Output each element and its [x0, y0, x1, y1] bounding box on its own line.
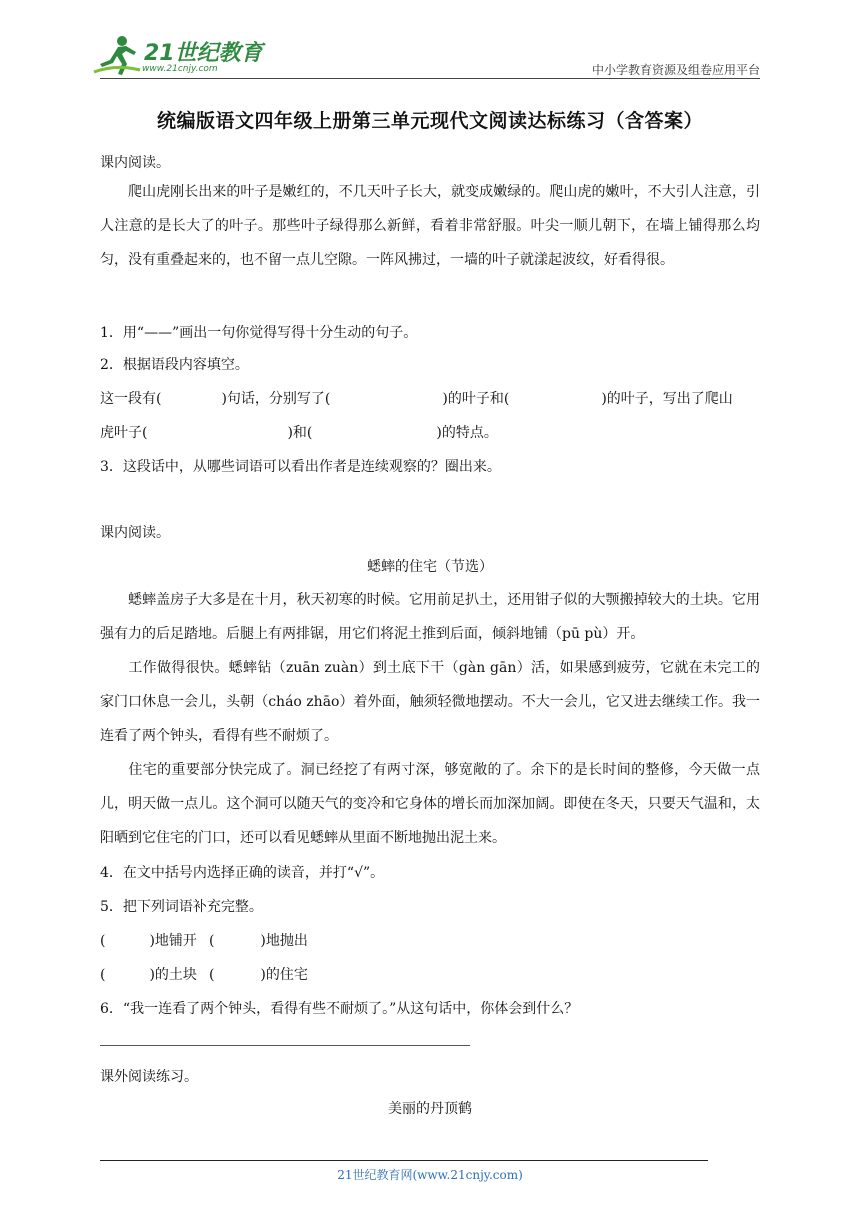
q5-a1: ( [100, 933, 106, 949]
section2-paragraph-1-text: 蟋蟀盖房子大多是在十月，秋天初寒的时候。它用前足扒土，还用钳子似的大颚搬掉较大的土块。它用强有力的后足踏地。后腿上有两排锯，用它们将泥土推到后面，倾斜地铺（pū pù）开。 [100, 592, 760, 642]
footer-text[interactable]: 21世纪教育网(www.21cnjy.com) [337, 1168, 523, 1182]
question-6: 6．“我一连看了两个钟头，看得有些不耐烦了。”从这句话中，你体会到什么？ [100, 1001, 579, 1017]
q2-line1-part-d: )的叶子，写出了爬山 [601, 391, 733, 407]
section2-paragraph-3-text: 住宅的重要部分快完成了。洞已经挖了有两寸深，够宽敞的了。余下的是长时间的整修，今天做一点儿，明天做一点儿。这个洞可以随天气的变冷和它身体的增长而加深加阔。即使在冬天，只要天气温和，太阳晒到它住宅的门口，还可以看见蟋蟀从里面不断地抛出泥土来。 [100, 762, 760, 846]
section2-paragraph-2 [100, 651, 760, 753]
q2-line2-part-c: )的特点。 [436, 425, 498, 441]
question-2-line-2 [100, 422, 498, 442]
section2-subtitle: 蟋蟀的住宅（节选） [367, 559, 493, 575]
q2-line2-part-a: 虎叶子( [100, 425, 148, 441]
section3-heading: 课外阅读练习。 [100, 1069, 198, 1085]
question-2-line-1 [100, 388, 733, 408]
q2-line1-part-a: 这一段有( [100, 391, 162, 407]
q5-b4: )的住宅 [260, 967, 308, 983]
q2-line1-part-b: )句话，分别写了( [221, 391, 331, 407]
question-4: 4．在文中括号内选择正确的读音，并打“√”。 [100, 865, 385, 881]
q5-a3: ( [208, 933, 215, 949]
section2-paragraph-2-text: 工作做得很快。蟋蟀钻（zuān zuàn）到土底下干（gàn gān）活，如果感到疲劳，它就在未完工的家门口休息一会儿，头朝（cháo zhāo）着外面，触须轻微地摆动。不大一会儿，它又进去继续工作。我一连看了两个钟头，看得有些不耐烦了。 [100, 660, 760, 744]
section1-paragraph [100, 175, 760, 277]
question-5: 5．把下列词语补充完整。 [100, 899, 263, 915]
section2-paragraph-3 [100, 753, 760, 855]
logo-url: www.21cnjy.com [142, 64, 218, 74]
q5-b1: ( [100, 967, 106, 983]
document-title: 统编版语文四年级上册第三单元现代文阅读达标练习（含答案） [156, 110, 703, 132]
brand-logo [92, 34, 262, 78]
header-platform-text: 中小学教育资源及组卷应用平台 [591, 63, 760, 77]
q5-a4: )地抛出 [260, 933, 308, 949]
question-1: 1．用“——”画出一句你觉得写得十分生动的句子。 [100, 325, 418, 341]
logo-text: 21世纪教育 [144, 41, 263, 66]
footer-divider [100, 1160, 708, 1161]
section3-subtitle: 美丽的丹顶鹤 [388, 1101, 472, 1117]
answer-line[interactable] [100, 1045, 470, 1046]
question-5-row-1 [100, 930, 308, 950]
section1-heading: 课内阅读。 [100, 155, 170, 171]
section1-paragraph-text: 爬山虎刚长出来的叶子是嫩红的，不几天叶子长大，就变成嫩绿的。爬山虎的嫩叶，不大引人注意，引人注意的是长大了的叶子。那些叶子绿得那么新鲜，看着非常舒服。叶尖一顺儿朝下，在墙上铺得那么均匀，没有重叠起来的，也不留一点儿空隙。一阵风拂过，一墙的叶子就漾起波纹，好看得很。 [100, 184, 760, 268]
question-5-row-2 [100, 964, 308, 984]
runner-logo-icon [92, 34, 142, 78]
section2-paragraph-1 [100, 583, 760, 651]
header-divider [100, 78, 760, 79]
section2-heading: 课内阅读。 [100, 525, 170, 541]
question-3: 3．这段话中，从哪些词语可以看出作者是连续观察的？圈出来。 [100, 459, 501, 475]
question-2: 2．根据语段内容填空。 [100, 357, 249, 373]
q5-b3: ( [208, 967, 215, 983]
q2-line2-part-b: )和( [287, 425, 313, 441]
q5-a2: )地铺开 [149, 933, 197, 949]
q2-line1-part-c: )的叶子和( [442, 391, 510, 407]
q5-b2: )的土块 [149, 967, 197, 983]
